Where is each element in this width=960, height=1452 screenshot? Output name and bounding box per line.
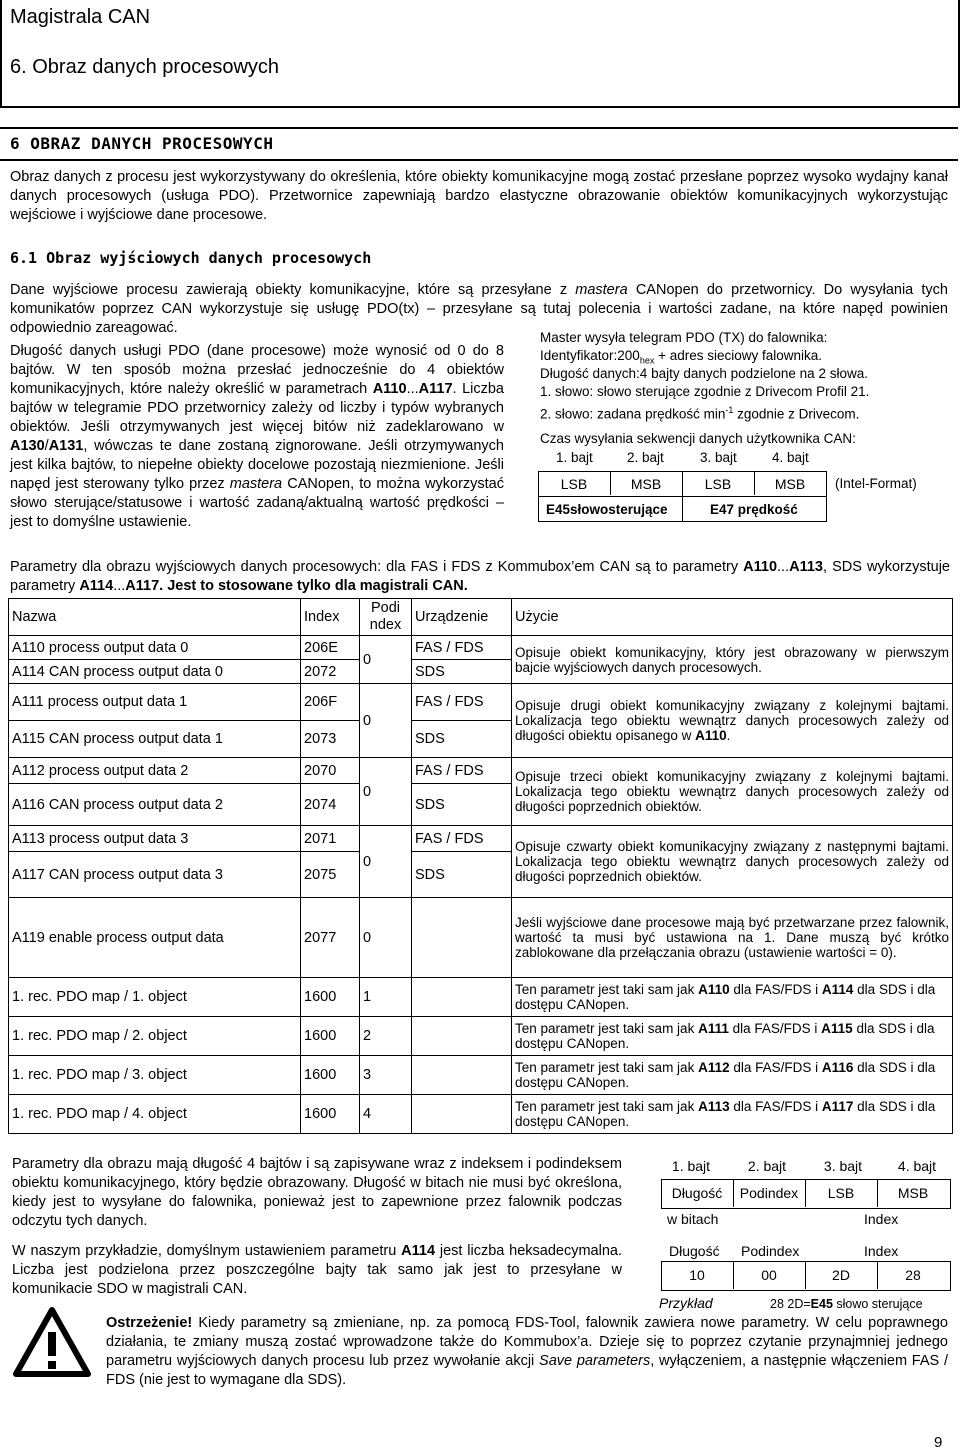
section-6-1-para1: Dane wyjściowe procesu zawierają obiekty komunikacyjne, które są przesyłane z mastera CANopen do przetwornicy. Do wysyłania tych komunikatów poprzez CAN wykorzystuje się usługę PDO(tx) – przesyłane są tutaj polecenia i wartości zadane, na które napęd powinien odpowiednio zareagować. xyxy=(10,282,948,336)
byte-label: 3. bajt xyxy=(700,450,737,465)
example-diagram: 1. bajt 2. bajt 3. bajt 4. bajt Długość Podindex LSB MSB w bitach Index Długość Podindex Index 10 00 2D 28 Przykład 28 2D=E45 słowo sterujące xyxy=(655,1155,955,1315)
table-row: 1. rec. PDO map / 3. object 1600 3 Ten parametr jest taki sam jak A112 dla FAS/FDS i A116 dla SDS i dla dostępu CANopen. xyxy=(9,1056,953,1095)
page-number: 9 xyxy=(934,1434,943,1451)
table-row: 1. rec. PDO map / 2. object 1600 2 Ten parametr jest taki sam jak A111 dla FAS/FDS i A115 dla SDS i dla dostępu CANopen. xyxy=(9,1017,953,1056)
section-6-1-heading: 6.1 Obraz wyjściowych danych procesowych xyxy=(10,249,372,267)
byte-cell: LSB xyxy=(704,476,732,492)
table-header-row: Nazwa Index Podi ndex Urządzenie Użycie xyxy=(9,599,953,636)
table-row: A112 process output data 2 2070 0 FAS / FDS Opisuje trzeci obiekt komunikacyjny związany z kolejnymi bajtami. Lokalizacja tego obiektu wewnątrz danych procesowych zależy od długości poprzednich obiektów. xyxy=(9,758,953,784)
warning-text: Ostrzeżenie! Kiedy parametry są zmieniane, np. za pomocą FDS-Tool, falownik zawiera nowe parametry. W celu poprawnego działania, te zmiany muszą zostać wprowadzone także do Kommubox’a. Dzieje się to poprzez czytanie przynajmniej jednego parametru wyjściowych danych procesu lub przez wywołanie akcji Save parameters, wyłączeniem, a następnie włączeniem FAS / FDS (nie jest to wymagane dla SDS). xyxy=(106,1315,948,1388)
header-title: Magistrala CAN xyxy=(10,6,151,28)
section-6-1-para2: Długość danych usługi PDO (dane procesowe) może wynosić od 0 do 8 bajtów. W ten sposób można przesłać jednocześnie do 4 obiektów komunikacyjnych, które należy określić w parametrach A110...A117. Liczba bajtów w telegramie PDO przetwornicy zależy od liczby i typów wybranych obiektów. Jeśli otrzymywanych jest więcej bitów niż zadeklarowano w A130/A131, wówczas te dane zostaną zignorowane. Jeśli otrzymywanych jest kilka bajtów, to niepełne obiekty docelowe pozostają niezmienione. Jeśli napęd jest sterowany tylko przez mastera CANopen, to można wykorzystać słowo sterujące/statusowe i wartość zadaną/aktualną wartość prędkości – jest to domyślne ustawienie. xyxy=(10,343,504,530)
table-row: A115 CAN process output data 1 2073 SDS xyxy=(9,721,953,758)
warning-icon xyxy=(12,1306,92,1378)
byte-cell: MSB xyxy=(774,476,806,492)
byte-cell: LSB xyxy=(560,476,588,492)
table-row: 1. rec. PDO map / 4. object 1600 4 Ten parametr jest taki sam jak A113 dla FAS/FDS i A117 dla SDS i dla dostępu CANopen. xyxy=(9,1095,953,1134)
parameter-table xyxy=(8,598,953,1134)
header-subtitle: 6. Obraz danych procesowych xyxy=(10,56,280,78)
byte-label: 1. bajt xyxy=(556,450,593,465)
table-row: A113 process output data 3 2071 0 FAS / FDS Opisuje czwarty obiekt komunikacyjny związany z następnymi bajtami. Lokalizacja tego obiektu wewnątrz danych procesowych zależy od długości poprzednich obiektów. xyxy=(9,826,953,852)
params-intro: Parametry dla obrazu wyjściowych danych procesowych: dla FAS i FDS z Kommubox’em CAN są to parametry A110...A113, SDS wykorzystuje parametry A114...A117. Jest to stosowane tylko dla magistrali CAN. xyxy=(10,559,950,594)
table-row: A111 process output data 1 206F 0 FAS / FDS Opisuje drugi obiekt komunikacyjny związany z kolejnymi bajtami. Lokalizacja tego obiektu wewnątrz danych procesowych zależy od długości obiektu opisanego w A110. xyxy=(9,684,953,721)
table-row: A116 CAN process output data 2 2074 SDS xyxy=(9,784,953,826)
byte-label: 2. bajt xyxy=(627,450,664,465)
table-row: A119 enable process output data 2077 0 Jeśli wyjściowe dane procesowe mają być przetwarzane przez falownik, wartość ta musi być ustawiona na 1. Dane muszą być krótko zablokowane dla przełączania obrazu (ustawienie wartości = 0). xyxy=(9,898,953,978)
table-row: A117 CAN process output data 3 2075 SDS xyxy=(9,852,953,898)
pdo-info-box: Master wysyła telegram PDO (TX) do falownika: $Identyfikator:200_{hex}$ + adres sieciowy falownika. Długość danych:4 bajty danych podzielone na 2 słowa. 1. słowo: słowo sterujące zgodnie z Drivecom Profil 21. 2. słowo: zadana prędkość $\min^{-1}$ zgodnie z Drivecom. Czas wysyłania sekwencji danych użytkownika CAN: 1. bajt 2. bajt 3. bajt 4. bajt LSB MSB LSB MSB (Intel-Format) E45słowosterujące E47 prędkość xyxy=(530,325,958,527)
byte-cell: MSB xyxy=(630,476,662,492)
table-row: A114 CAN process output data 0 2072 SDS xyxy=(9,660,953,684)
section-6-heading: 6 OBRAZ DANYCH PROCESOWYCH xyxy=(0,127,958,161)
bottom-para-1: Parametry dla obrazu mają długość 4 bajtów i są zapisywane wraz z indeksem i podindeksem obiektu komunikacyjnego, który będzie obrazowany. Długość w bitach nie musi być określona, kiedy jest to wysyłane do falownika, ponieważ jest to zapewnione przez falownik podczas odczytu tych danych. xyxy=(12,1156,622,1229)
bottom-para-2: W naszym przykładzie, domyślnym ustawieniem parametru A114 jest liczba heksadecymalna. Liczba jest podzielona przez poszczególne bajty tak samo jak jest to przesyłane w komunikacie SDO w magistrali CAN. xyxy=(12,1243,622,1297)
section-6-intro: Obraz danych z procesu jest wykorzystywany do określenia, które obiekty komunikacyjne mogą zostać przesłane poprzez wysoko wydajny kanał danych procesowych (usługa PDO). Przetwornice zapewniają bardzo elastyczne obrazowanie obiektów komunikacyjnych wykorzystując wejściowe i wyjściowe dane procesowe. xyxy=(10,169,948,223)
byte-label: 4. bajt xyxy=(772,450,809,465)
table-row: A110 process output data 0 206E 0 FAS / FDS Opisuje obiekt komunikacyjny, który jest obrazowany w pierwszym bajcie wyjściowych danych procesowych. xyxy=(9,636,953,660)
table-row: 1. rec. PDO map / 1. object 1600 1 Ten parametr jest taki sam jak A110 dla FAS/FDS i A114 dla SDS i dla dostępu CANopen. xyxy=(9,978,953,1017)
